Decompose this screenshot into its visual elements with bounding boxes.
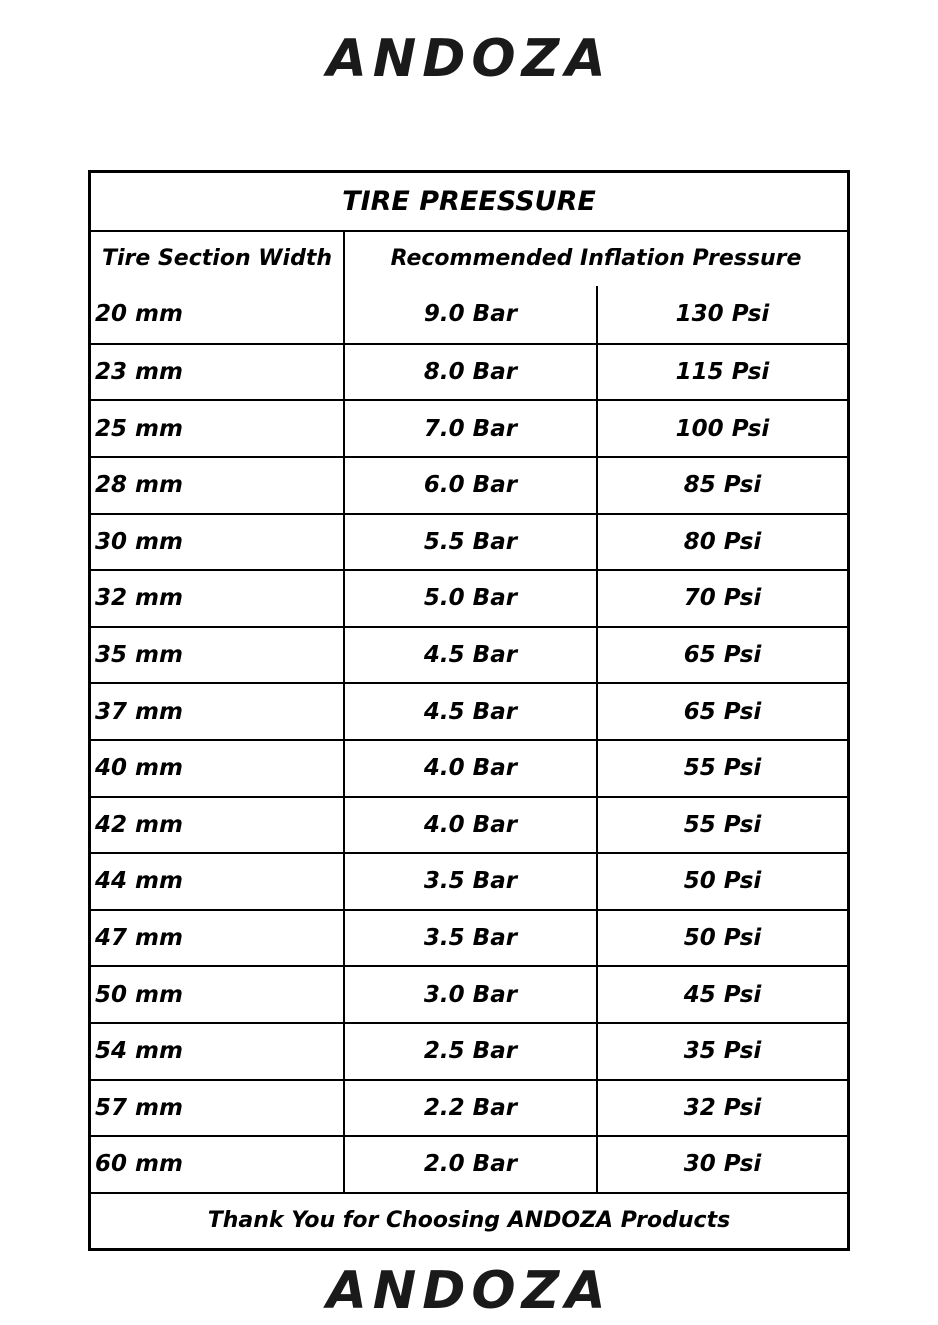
table-title: TIRE PREESSURE — [342, 185, 596, 217]
cell-width: 20 mm — [91, 286, 345, 343]
brand-logo-bottom — [0, 1266, 938, 1312]
table-row — [91, 909, 847, 966]
logo-wordmark: ANDOZA — [326, 36, 612, 80]
cell-bar: 2.2 Bar — [345, 1081, 598, 1136]
cell-bar: 2.5 Bar — [345, 1024, 598, 1079]
cell-width: 40 mm — [91, 741, 345, 796]
cell-psi: 80 Psi — [683, 528, 762, 555]
cell-psi: 35 Psi — [683, 1038, 762, 1065]
cell-bar: 5.0 Bar — [345, 571, 598, 626]
table-row — [91, 1079, 847, 1136]
cell-width: 32 mm — [91, 571, 345, 626]
cell-width: 35 mm — [91, 628, 345, 683]
table-row — [91, 626, 847, 683]
cell-bar: 4.0 Bar — [345, 798, 598, 853]
cell-width: 50 mm — [91, 967, 345, 1022]
table-row — [91, 965, 847, 1022]
table-row — [91, 513, 847, 570]
cell-bar: 5.5 Bar — [345, 515, 598, 570]
cell-width: 47 mm — [91, 911, 345, 966]
brand-logo-top — [0, 36, 938, 80]
andoza-logo — [259, 36, 679, 80]
cell-bar: 3.5 Bar — [345, 911, 598, 966]
cell-width: 60 mm — [91, 1137, 345, 1192]
table-row — [91, 1022, 847, 1079]
cell-psi: 30 Psi — [683, 1151, 762, 1178]
cell-psi: 32 Psi — [683, 1094, 762, 1121]
cell-bar: 2.0 Bar — [345, 1137, 598, 1192]
cell-bar: 4.5 Bar — [345, 628, 598, 683]
cell-psi: 50 Psi — [683, 868, 762, 895]
cell-width: 30 mm — [91, 515, 345, 570]
cell-width: 23 mm — [91, 345, 345, 400]
cell-width: 54 mm — [91, 1024, 345, 1079]
cell-bar: 3.5 Bar — [345, 854, 598, 909]
cell-bar: 4.5 Bar — [345, 684, 598, 739]
table-row — [91, 682, 847, 739]
header-pressure: Recommended Inflation Pressure — [390, 246, 802, 272]
table-row — [91, 796, 847, 853]
table-row — [91, 852, 847, 909]
table-header-row — [91, 230, 847, 287]
cell-width: 25 mm — [91, 401, 345, 456]
table-row — [91, 343, 847, 400]
cell-width: 42 mm — [91, 798, 345, 853]
cell-psi: 45 Psi — [683, 981, 762, 1008]
table-footer-row — [91, 1192, 847, 1249]
cell-width: 44 mm — [91, 854, 345, 909]
cell-psi: 50 Psi — [683, 925, 762, 952]
cell-bar: 4.0 Bar — [345, 741, 598, 796]
cell-psi: 130 Psi — [675, 301, 770, 328]
table-row — [91, 286, 847, 343]
table-title-row — [91, 173, 847, 230]
cell-width: 57 mm — [91, 1081, 345, 1136]
cell-psi: 55 Psi — [683, 755, 762, 782]
cell-bar: 3.0 Bar — [345, 967, 598, 1022]
cell-psi: 100 Psi — [675, 415, 770, 442]
table-row — [91, 1135, 847, 1192]
cell-psi: 115 Psi — [675, 359, 770, 386]
cell-bar: 6.0 Bar — [345, 458, 598, 513]
cell-width: 37 mm — [91, 684, 345, 739]
cell-psi: 55 Psi — [683, 811, 762, 838]
logo-wordmark: ANDOZA — [326, 1266, 612, 1312]
table-row — [91, 569, 847, 626]
tire-pressure-table — [88, 170, 850, 1251]
cell-psi: 70 Psi — [683, 585, 762, 612]
table-footer: Thank You for Choosing ANDOZA Products — [207, 1208, 731, 1234]
cell-bar: 7.0 Bar — [345, 401, 598, 456]
cell-bar: 9.0 Bar — [345, 286, 598, 343]
cell-width: 28 mm — [91, 458, 345, 513]
cell-psi: 85 Psi — [683, 472, 762, 499]
andoza-logo — [249, 1266, 689, 1312]
table-row — [91, 456, 847, 513]
cell-bar: 8.0 Bar — [345, 345, 598, 400]
table-row — [91, 399, 847, 456]
cell-psi: 65 Psi — [683, 698, 762, 725]
cell-psi: 65 Psi — [683, 642, 762, 669]
table-row — [91, 739, 847, 796]
header-width: Tire Section Width — [91, 232, 345, 287]
